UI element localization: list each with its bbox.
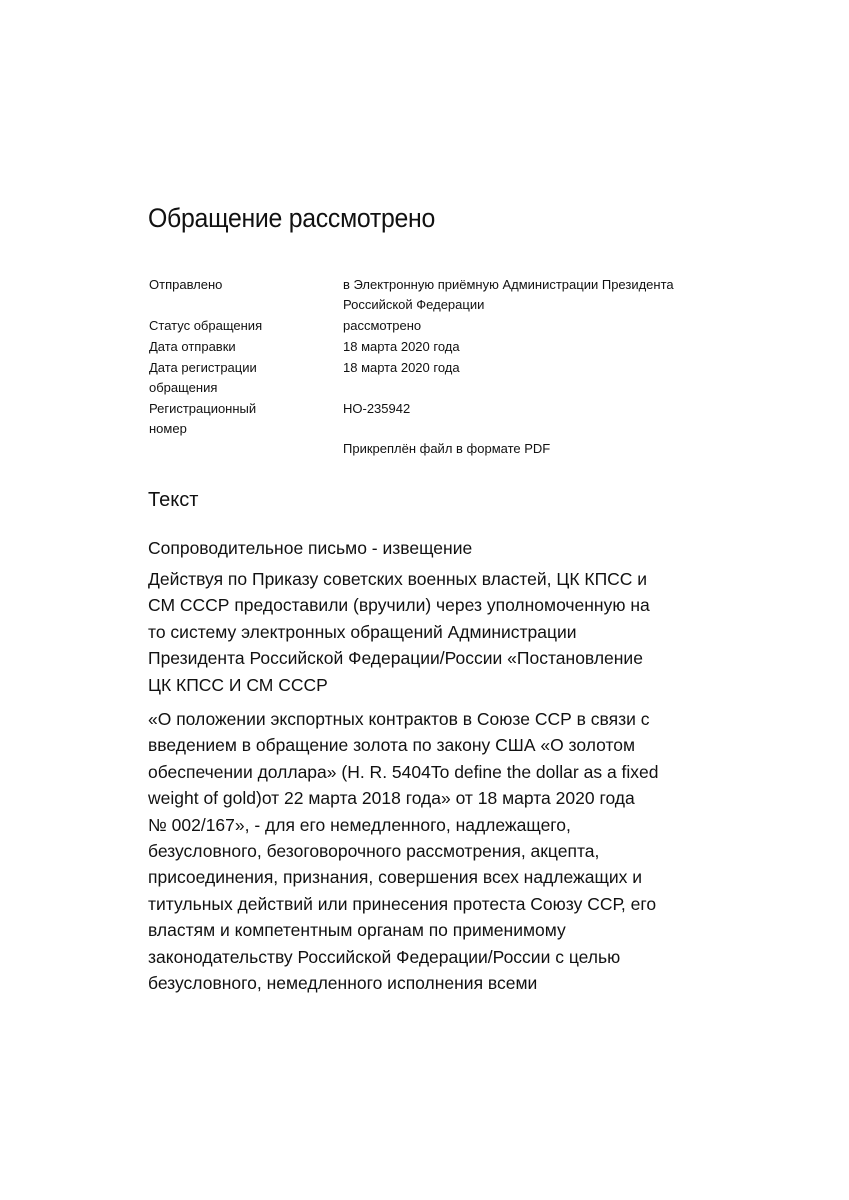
meta-label-line: обращения	[149, 380, 218, 395]
text-section-heading: Текст	[148, 489, 199, 511]
page-title: Обращение рассмотрено	[148, 203, 436, 233]
meta-row-sent	[149, 275, 709, 315]
meta-label-line: Регистрационный	[149, 401, 257, 416]
meta-row-registration-date	[149, 358, 709, 398]
text-line: weight of gold)от 22 марта 2018 года» от 18 марта 2020 года	[148, 788, 635, 809]
letter-body	[148, 566, 708, 1005]
meta-value-status: рассмотрено	[343, 318, 422, 333]
meta-row-status	[149, 316, 709, 336]
meta-value-registration-date: 18 марта 2020 года	[343, 360, 460, 375]
meta-label-line: Дата регистрации	[149, 360, 257, 375]
text-line: законодательству Российской Федерации/России с целью	[148, 946, 621, 967]
meta-value-sent-line: Российской Федерации	[343, 297, 485, 312]
text-line: «О положении экспортных контрактов в Союзе ССР в связи с	[148, 709, 650, 730]
meta-row-send-date	[149, 337, 709, 357]
text-line: № 002/167», - для его немедленного, надлежащего,	[148, 814, 571, 835]
meta-label-sent: Отправлено	[149, 277, 223, 292]
meta-value-registration-number: НО-235942	[343, 401, 411, 416]
text-line: Президента Российской Федерации/России «Постановление	[148, 648, 643, 669]
text-line: введением в обращение золота по закону США «О золотом	[148, 735, 636, 756]
text-line: то систему электронных обращений Администрации	[148, 621, 577, 642]
letter-subheading: Сопроводительное письмо - извещение	[148, 538, 473, 558]
meta-label-line: номер	[149, 421, 187, 436]
text-line: ЦК КПСС И СМ СССР	[148, 674, 328, 695]
meta-label-registration-date	[149, 358, 343, 398]
meta-value-sent	[343, 275, 709, 315]
text-line: властям и компетентным органам по применимому	[148, 920, 566, 941]
attachment-note: Прикреплён файл в формате PDF	[343, 441, 551, 456]
meta-value-send-date: 18 марта 2020 года	[343, 339, 460, 354]
meta-label-status: Статус обращения	[149, 318, 263, 333]
meta-label-registration-number	[149, 399, 343, 439]
appeal-metadata	[149, 275, 709, 440]
text-line: безусловного, немедленного исполнения всеми	[148, 973, 538, 994]
text-line: безусловного, безоговорочного рассмотрения, акцепта,	[148, 841, 600, 862]
meta-value-sent-line: в Электронную приёмную Администрации Президента	[343, 277, 674, 292]
text-line: титульных действий или принесения протеста Союзу ССР, его	[148, 893, 657, 914]
text-line: СМ СССР предоставили (вручили) через уполномоченную на	[148, 595, 650, 616]
text-line: присоединения, признания, совершения всех надлежащих и	[148, 867, 643, 888]
paragraph-2	[148, 706, 708, 996]
meta-label-send-date: Дата отправки	[149, 339, 236, 354]
meta-row-registration-number	[149, 399, 709, 439]
paragraph-1	[148, 566, 708, 698]
text-line: Действуя по Приказу советских военных властей, ЦК КПСС и	[148, 569, 648, 589]
text-line: обеспечении доллара» (H. R. 5404To define the dollar as a fixed	[148, 761, 659, 782]
